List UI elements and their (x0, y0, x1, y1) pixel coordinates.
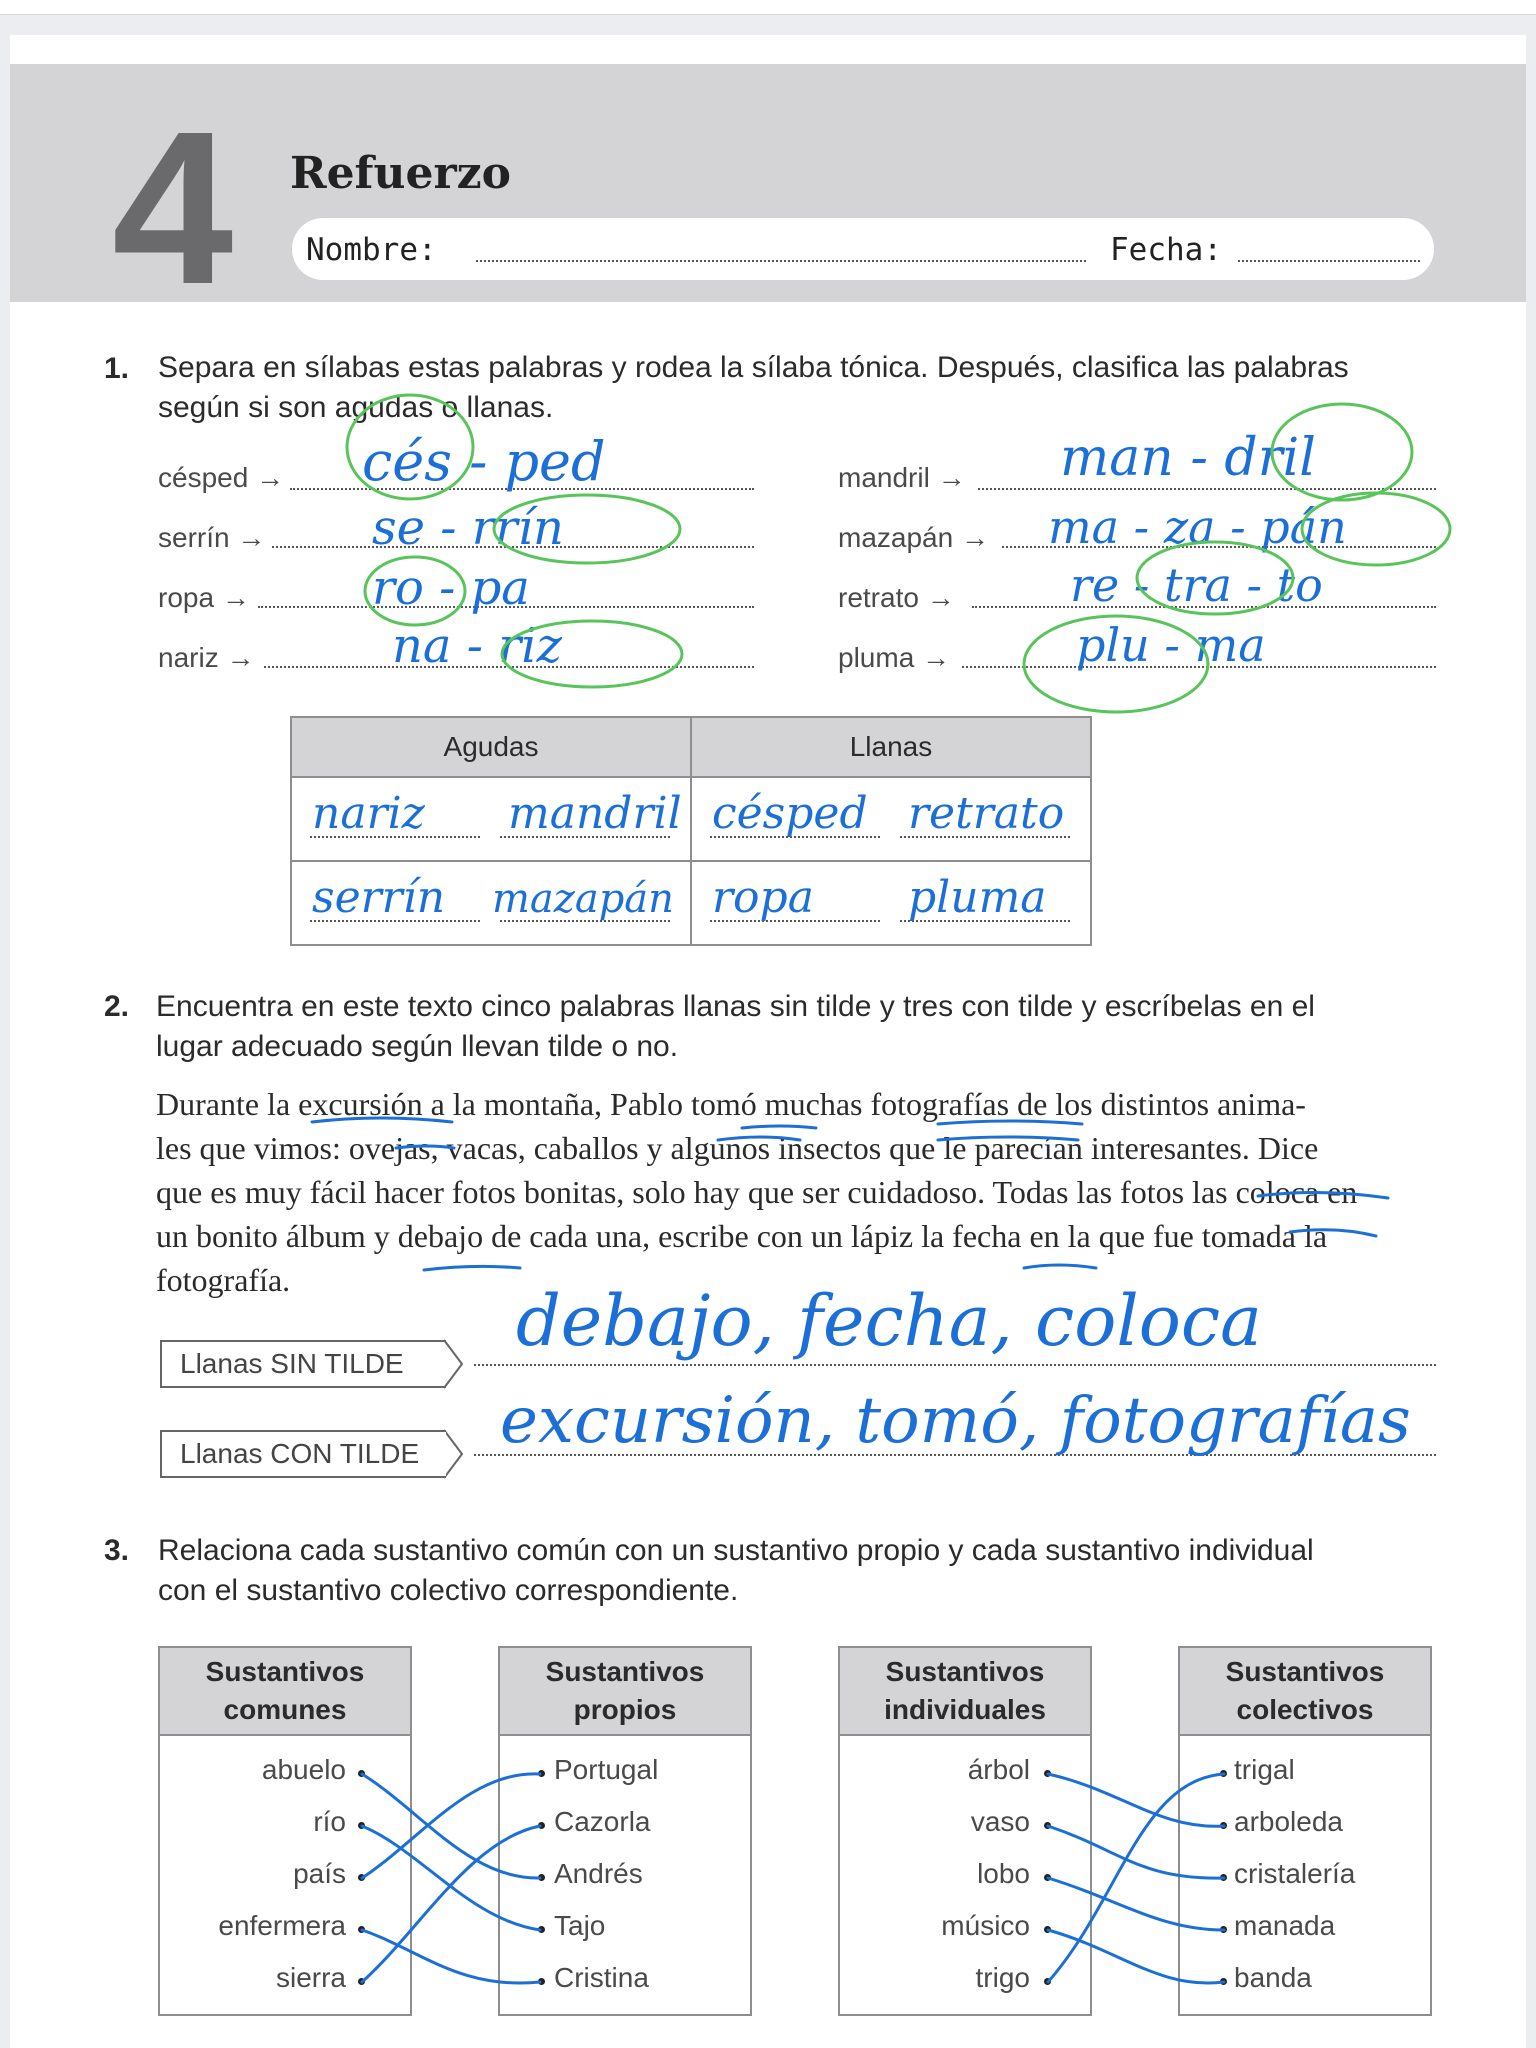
q3-text-line2: con el sustantivo colectivo correspondiente. (158, 1574, 739, 1607)
match-line (362, 1774, 540, 1878)
paragraph-line: Durante la excursión a la montaña, Pablo tomó muchas fotografías de los distintos anima- (156, 1086, 1306, 1122)
handwritten-con-tilde: excursión, tomó, fotografías (500, 1384, 1411, 1458)
column-header: Sustantivos comunes (160, 1648, 410, 1736)
handwritten-answer: mazapán (492, 876, 674, 922)
list-item: Andrés (554, 1858, 643, 1889)
table-header-llanas: Llanas (691, 717, 1091, 777)
paragraph-line: que es muy fácil hacer fotos bonitas, solo hay que ser cuidadoso. Todas las fotos las coloca en (156, 1174, 1358, 1210)
handwritten-answer: nariz (312, 788, 425, 839)
match-line (1048, 1826, 1224, 1878)
handwritten-answer: ro - pa (372, 560, 530, 616)
unit-number: 4 (112, 87, 228, 330)
list-item: trigo (975, 1962, 1030, 1993)
list-item: enfermera (218, 1910, 346, 1941)
q1-word: pluma → (838, 642, 951, 673)
match-line (362, 1774, 540, 1878)
label-con-tilde: Llanas CON TILDE (160, 1430, 446, 1478)
q1-number: 1. (104, 352, 130, 385)
handwritten-answer: se - rrín (372, 500, 564, 556)
list-item: trigal (1234, 1754, 1295, 1785)
paragraph-line: fotografía. (156, 1262, 291, 1298)
match-line (1048, 1930, 1224, 1983)
list-item: lobo (977, 1858, 1030, 1889)
list-item: río (313, 1806, 346, 1837)
handwritten-answer: retrato (908, 788, 1065, 839)
list-item: abuelo (261, 1754, 346, 1785)
column-header: Sustantivos propios (500, 1648, 750, 1736)
q1-word: serrín → (158, 522, 266, 553)
paragraph-line: les que vimos: ovejas, vacas, caballos y algunos insectos que le parecían interesantes. Dice (156, 1130, 1319, 1166)
list-item: Portugal (554, 1754, 659, 1785)
handwritten-answer: ropa (712, 872, 814, 923)
q2-text-line1: Encuentra en este texto cinco palabras llanas sin tilde y tres con tilde y escríbelas en el (156, 990, 1315, 1023)
list-item: sierra (275, 1962, 346, 1993)
q2-text-line2: lugar adecuado según llevan tilde o no. (156, 1030, 679, 1063)
handwritten-answer: ma - za - pán (1048, 500, 1347, 554)
handwritten-answer: na - riz (392, 618, 562, 674)
handwritten-answer: re - tra - to (1070, 558, 1323, 612)
q1-text-line2: según si son agudas o llanas. (158, 391, 554, 424)
list-item: Cazorla (554, 1806, 651, 1837)
q1-text-line1: Separa en sílabas estas palabras y rodea la sílaba tónica. Después, clasifica las palabras (158, 351, 1349, 384)
handwritten-answer: pluma (908, 872, 1047, 923)
list-item: cristalería (1234, 1858, 1356, 1889)
list-item: manada (1234, 1910, 1336, 1941)
handwritten-answer: plu - ma (1076, 618, 1266, 672)
date-label: Fecha: (1110, 232, 1222, 268)
list-item: músico (941, 1910, 1030, 1941)
list-item: banda (1234, 1962, 1312, 1993)
list-item: Cristina (554, 1962, 649, 1993)
list-item: Tajo (554, 1910, 606, 1941)
column-header: Sustantivos individuales (840, 1648, 1090, 1736)
label-sin-tilde: Llanas SIN TILDE (160, 1340, 446, 1388)
handwritten-answer: césped (712, 788, 868, 839)
q1-word: ropa → (158, 582, 250, 613)
list-item: vaso (970, 1806, 1030, 1837)
list-item: arboleda (1234, 1806, 1343, 1837)
q3-number: 3. (104, 1534, 130, 1567)
match-line (362, 1826, 540, 1982)
match-line (1048, 1878, 1224, 1930)
list-item: árbol (967, 1754, 1030, 1785)
handwritten-answer: cés - ped (362, 430, 606, 493)
table-header-agudas: Agudas (291, 717, 691, 777)
handwritten-answer: serrín (312, 872, 446, 923)
handwritten-answer: mandril (508, 788, 682, 839)
q1-word: césped → (158, 462, 285, 493)
q3-text-line1: Relaciona cada sustantivo común con un sustantivo propio y cada sustantivo individual (158, 1534, 1314, 1567)
handwritten-sin-tilde: debajo, fecha, coloca (516, 1280, 1262, 1362)
q1-word: retrato → (838, 582, 955, 613)
list-item: país (293, 1858, 346, 1889)
q1-word: nariz → (158, 642, 255, 673)
column-header: Sustantivos colectivos (1180, 1648, 1430, 1736)
q2-number: 2. (104, 990, 130, 1023)
page-title: Refuerzo (290, 148, 511, 199)
q1-word: mazapán → (838, 522, 989, 553)
name-label: Nombre: (306, 232, 437, 268)
q1-word: mandril → (838, 462, 966, 493)
paragraph-line: un bonito álbum y debajo de cada una, escribe con un lápiz la fecha en la que fue tomada la (156, 1218, 1328, 1254)
handwritten-answer: man - dril (1060, 428, 1316, 488)
